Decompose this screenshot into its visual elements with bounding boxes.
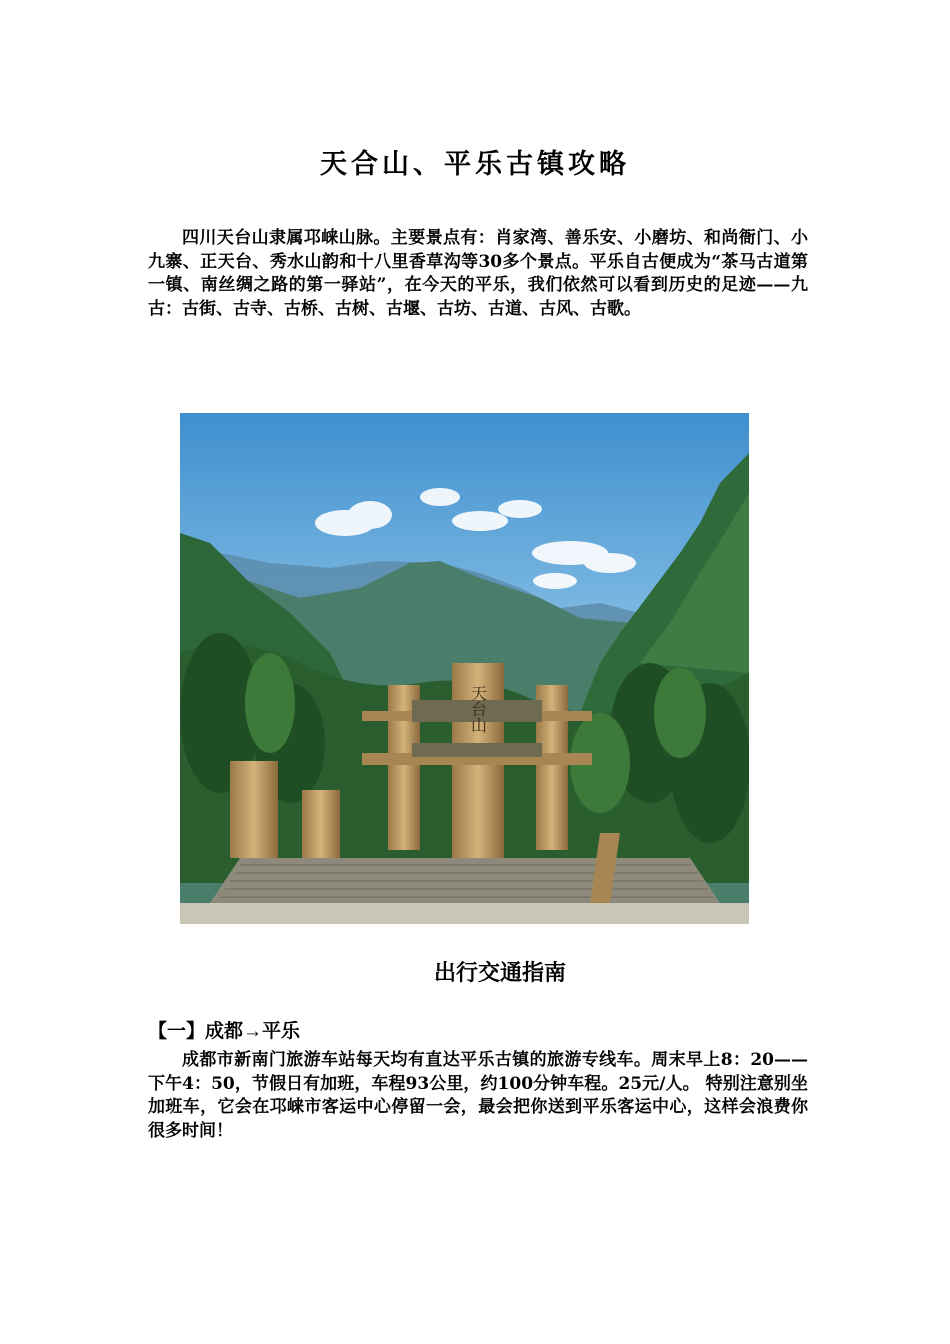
route-text: 成都市新南门旅游车站每天均有直达平乐古镇的旅游专线车。周末早上8：20——下午4：50，节假日有加班，车程93公里，约100分钟车程。25元/人。 特别注意别坐加班车，它会在邛崃市客运中心停留一会，最会把你送到平乐客运中心，这样会浪费你很多时间！ xyxy=(148,1050,808,1141)
route-paragraph xyxy=(148,1049,808,1143)
intro-text: 四川天台山隶属邛崃山脉。主要景点有：肖家湾、善乐安、小磨坊、和尚衙门、小九寨、正天台、秀水山韵和十八里香草沟等30多个景点。平乐自古便成为“茶马古道第一镇、南丝绸之路的第一驿站”，在今天的平乐，我们依然可以看到历史的足迹——九古：古街、古寺、古桥、古树、古堰、古坊、古道、古风、古歌。 xyxy=(148,228,808,319)
section-title: 出行交通指南 xyxy=(433,960,566,985)
intro-paragraph xyxy=(148,227,808,321)
document-title: 天合山、平乐古镇攻略 xyxy=(320,149,630,180)
subsection-title: 【一】成都→平乐 xyxy=(148,1021,301,1042)
tiantai-mountain-gate-image xyxy=(180,413,749,924)
gate-inscription: 天台山 xyxy=(468,685,488,733)
scenic-photo xyxy=(180,413,749,924)
